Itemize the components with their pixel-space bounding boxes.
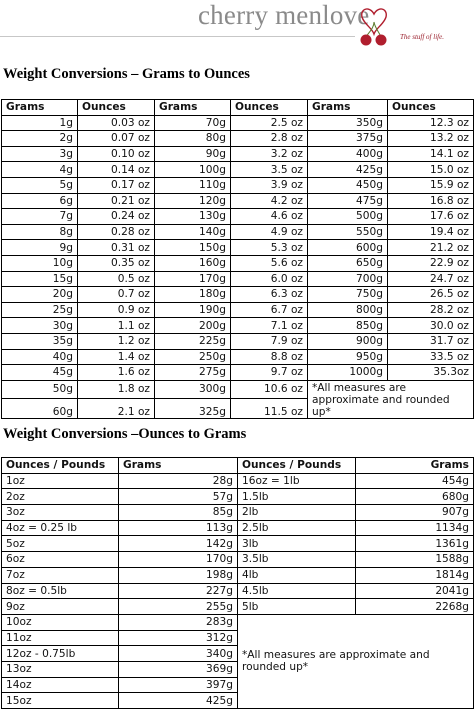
table-row [2,162,474,178]
ounces-to-grams-table [1,457,474,709]
table-cell: 12oz - 0.75lb [2,646,119,662]
table-cell: 3.5 oz [231,162,308,178]
table-cell: 4.6 oz [231,209,308,225]
table-cell: 57g [119,489,238,505]
table-cell: 100g [155,162,231,178]
table-cell: 4.2 oz [231,193,308,209]
table-cell: 1.4 oz [78,349,155,365]
table-cell: 369g [119,661,238,677]
table-cell: 0.24 oz [78,209,155,225]
table-cell: 17.6 oz [388,209,474,225]
table-cell: 1000g [308,365,388,381]
column-header: Ounces / Pounds [238,458,356,474]
table-row [2,271,474,287]
column-header: Grams [155,100,231,116]
table-row [2,583,474,599]
table-cell: 650g [308,255,388,271]
table-row [2,489,474,505]
table-cell: 130g [155,209,231,225]
table-cell: 4g [2,162,78,178]
table-cell: 0.35 oz [78,255,155,271]
table-cell: 227g [119,583,238,599]
table-cell: 550g [308,224,388,240]
table-cell: 30.0 oz [388,318,474,334]
table-cell: 255g [119,599,238,615]
table-row [2,380,474,398]
table-cell: 6.3 oz [231,287,308,303]
table-cell: 7g [2,209,78,225]
table-cell: 26.5 oz [388,287,474,303]
table-cell: 1588g [356,552,474,568]
table-cell: 0.14 oz [78,162,155,178]
table-cell: 2.5 oz [231,115,308,131]
column-header: Grams [356,458,474,474]
table-cell: 9oz [2,599,119,615]
table-cell: 28.2 oz [388,302,474,318]
table-cell: 5.6 oz [231,255,308,271]
table-cell: 2041g [356,583,474,599]
table-cell: 9.7 oz [231,365,308,381]
table-row [2,255,474,271]
table-cell: 950g [308,349,388,365]
table-row [2,520,474,536]
table-cell: 350g [308,115,388,131]
table-cell: 750g [308,287,388,303]
table-cell: 60g [2,398,78,418]
table-cell: 225g [155,333,231,349]
table-cell: 70g [155,115,231,131]
table-cell: 1.5lb [238,489,356,505]
cherry-heart-icon [352,4,396,48]
table-cell: 3oz [2,505,119,521]
table-row [2,599,474,615]
table-row [2,318,474,334]
table-cell: 1.2 oz [78,333,155,349]
table-cell: 2.1 oz [78,398,155,418]
grams-to-ounces-table [1,99,474,419]
brand-tagline: The stuff of life. [400,33,444,41]
table-cell: 10oz [2,614,119,630]
table-row [2,131,474,147]
grams-to-ounces-title: Weight Conversions – Grams to Ounces [3,66,250,82]
table-cell: 0.07 oz [78,131,155,147]
table-row [2,473,474,489]
table-cell: 375g [308,131,388,147]
table-cell: 2.8 oz [231,131,308,147]
table-cell: 340g [119,646,238,662]
table-cell: 8g [2,224,78,240]
table-row [2,536,474,552]
table-cell: 31.7 oz [388,333,474,349]
table-cell: 1134g [356,520,474,536]
table-cell: 4.9 oz [231,224,308,240]
table-cell: 0.10 oz [78,146,155,162]
table-cell: 19.4 oz [388,224,474,240]
table-cell: 1oz [2,473,119,489]
table-cell: 120g [155,193,231,209]
column-header: Ounces / Pounds [2,458,119,474]
table-cell: 0.28 oz [78,224,155,240]
table-row [2,240,474,256]
table-row [2,224,474,240]
table-cell: 13oz [2,661,119,677]
table-cell: 5g [2,177,78,193]
table-cell: 6g [2,193,78,209]
table-row [2,287,474,303]
table-cell: 907g [356,505,474,521]
table-cell: 198g [119,567,238,583]
table-cell: 680g [356,489,474,505]
table-cell: 1.8 oz [78,380,155,398]
table-cell: 300g [155,380,231,398]
table-cell: 12.3 oz [388,115,474,131]
table-row [2,552,474,568]
table-cell: 0.31 oz [78,240,155,256]
table-cell: 312g [119,630,238,646]
table-cell: 190g [155,302,231,318]
table-cell: 150g [155,240,231,256]
table-cell: 113g [119,520,238,536]
table-cell: 275g [155,365,231,381]
table-cell: 15g [2,271,78,287]
table-cell: 700g [308,271,388,287]
table-cell: 80g [155,131,231,147]
table-cell: 283g [119,614,238,630]
table-cell: 250g [155,349,231,365]
column-header: Grams [308,100,388,116]
table-cell: 90g [155,146,231,162]
table-cell: 2oz [2,489,119,505]
table-cell: 1.1 oz [78,318,155,334]
table-cell: 50g [2,380,78,398]
table-cell: 2g [2,131,78,147]
table-row [2,333,474,349]
table-cell: 0.21 oz [78,193,155,209]
table-cell: 0.17 oz [78,177,155,193]
table-cell: 180g [155,287,231,303]
table-cell: 6.0 oz [231,271,308,287]
table-cell: 160g [155,255,231,271]
table-cell: 3lb [238,536,356,552]
table-cell: 450g [308,177,388,193]
table-cell: 45g [2,365,78,381]
table-cell: 140g [155,224,231,240]
table-cell: 25g [2,302,78,318]
table-cell: 40g [2,349,78,365]
table-cell: 0.9 oz [78,302,155,318]
table-cell: 3.5lb [238,552,356,568]
approximation-note: *All measures are approximate and rounded up* [238,614,474,708]
table-cell: 30g [2,318,78,334]
table-cell: 2lb [238,505,356,521]
table-cell: 900g [308,333,388,349]
table-cell: 28g [119,473,238,489]
table-cell: 397g [119,677,238,693]
table-cell: 21.2 oz [388,240,474,256]
table-cell: 0.5 oz [78,271,155,287]
table-cell: 4.5lb [238,583,356,599]
table-cell: 0.7 oz [78,287,155,303]
table-cell: 2268g [356,599,474,615]
table-cell: 10g [2,255,78,271]
table-row [2,193,474,209]
table-cell: 24.7 oz [388,271,474,287]
table-cell: 4lb [238,567,356,583]
table-cell: 5oz [2,536,119,552]
table-cell: 15oz [2,693,119,709]
column-header: Ounces [231,100,308,116]
table-cell: 4oz = 0.25 lb [2,520,119,536]
table-header-row [2,100,474,116]
table-cell: 16.8 oz [388,193,474,209]
table-cell: 3.2 oz [231,146,308,162]
table-row [2,505,474,521]
table-cell: 0.03 oz [78,115,155,131]
table-cell: 8oz = 0.5lb [2,583,119,599]
table-cell: 85g [119,505,238,521]
table-header-row [2,458,474,474]
table-cell: 7.9 oz [231,333,308,349]
table-cell: 20g [2,287,78,303]
table-row [2,177,474,193]
column-header: Grams [2,100,78,116]
table-cell: 14.1 oz [388,146,474,162]
table-cell: 10.6 oz [231,380,308,398]
table-row [2,146,474,162]
table-cell: 425g [119,693,238,709]
table-cell: 2.5lb [238,520,356,536]
table-cell: 35g [2,333,78,349]
table-cell: 200g [155,318,231,334]
table-cell: 11oz [2,630,119,646]
table-cell: 9g [2,240,78,256]
table-cell: 1.6 oz [78,365,155,381]
table-cell: 600g [308,240,388,256]
table-cell: 170g [155,271,231,287]
table-cell: 7oz [2,567,119,583]
table-cell: 11.5 oz [231,398,308,418]
table-cell: 14oz [2,677,119,693]
table-cell: 16oz = 1lb [238,473,356,489]
table-cell: 170g [119,552,238,568]
table-row [2,115,474,131]
table-cell: 15.9 oz [388,177,474,193]
table-row [2,302,474,318]
table-cell: 850g [308,318,388,334]
table-cell: 500g [308,209,388,225]
column-header: Grams [119,458,238,474]
table-cell: 5lb [238,599,356,615]
table-cell: 1814g [356,567,474,583]
brand-logo-text: cherry menlove [198,0,370,30]
table-cell: 325g [155,398,231,418]
table-cell: 1g [2,115,78,131]
table-cell: 5.3 oz [231,240,308,256]
table-cell: 33.5 oz [388,349,474,365]
table-cell: 475g [308,193,388,209]
table-cell: 6oz [2,552,119,568]
table-cell: 8.8 oz [231,349,308,365]
ounces-to-grams-title: Weight Conversions –Ounces to Grams [3,426,247,442]
approximation-note: *All measures are approximate and rounded up* [308,380,474,418]
table-cell: 35.3oz [388,365,474,381]
table-cell: 800g [308,302,388,318]
table-row [2,349,474,365]
table-cell: 3.9 oz [231,177,308,193]
header-rule [0,36,355,37]
table-cell: 15.0 oz [388,162,474,178]
table-row [2,209,474,225]
table-cell: 6.7 oz [231,302,308,318]
table-cell: 3g [2,146,78,162]
table-cell: 7.1 oz [231,318,308,334]
table-cell: 425g [308,162,388,178]
table-cell: 13.2 oz [388,131,474,147]
table-cell: 1361g [356,536,474,552]
table-row [2,567,474,583]
table-cell: 22.9 oz [388,255,474,271]
table-cell: 142g [119,536,238,552]
table-cell: 454g [356,473,474,489]
table-row [2,614,474,630]
brand-header [0,0,474,52]
table-row [2,365,474,381]
column-header: Ounces [388,100,474,116]
table-cell: 110g [155,177,231,193]
table-cell: 400g [308,146,388,162]
column-header: Ounces [78,100,155,116]
